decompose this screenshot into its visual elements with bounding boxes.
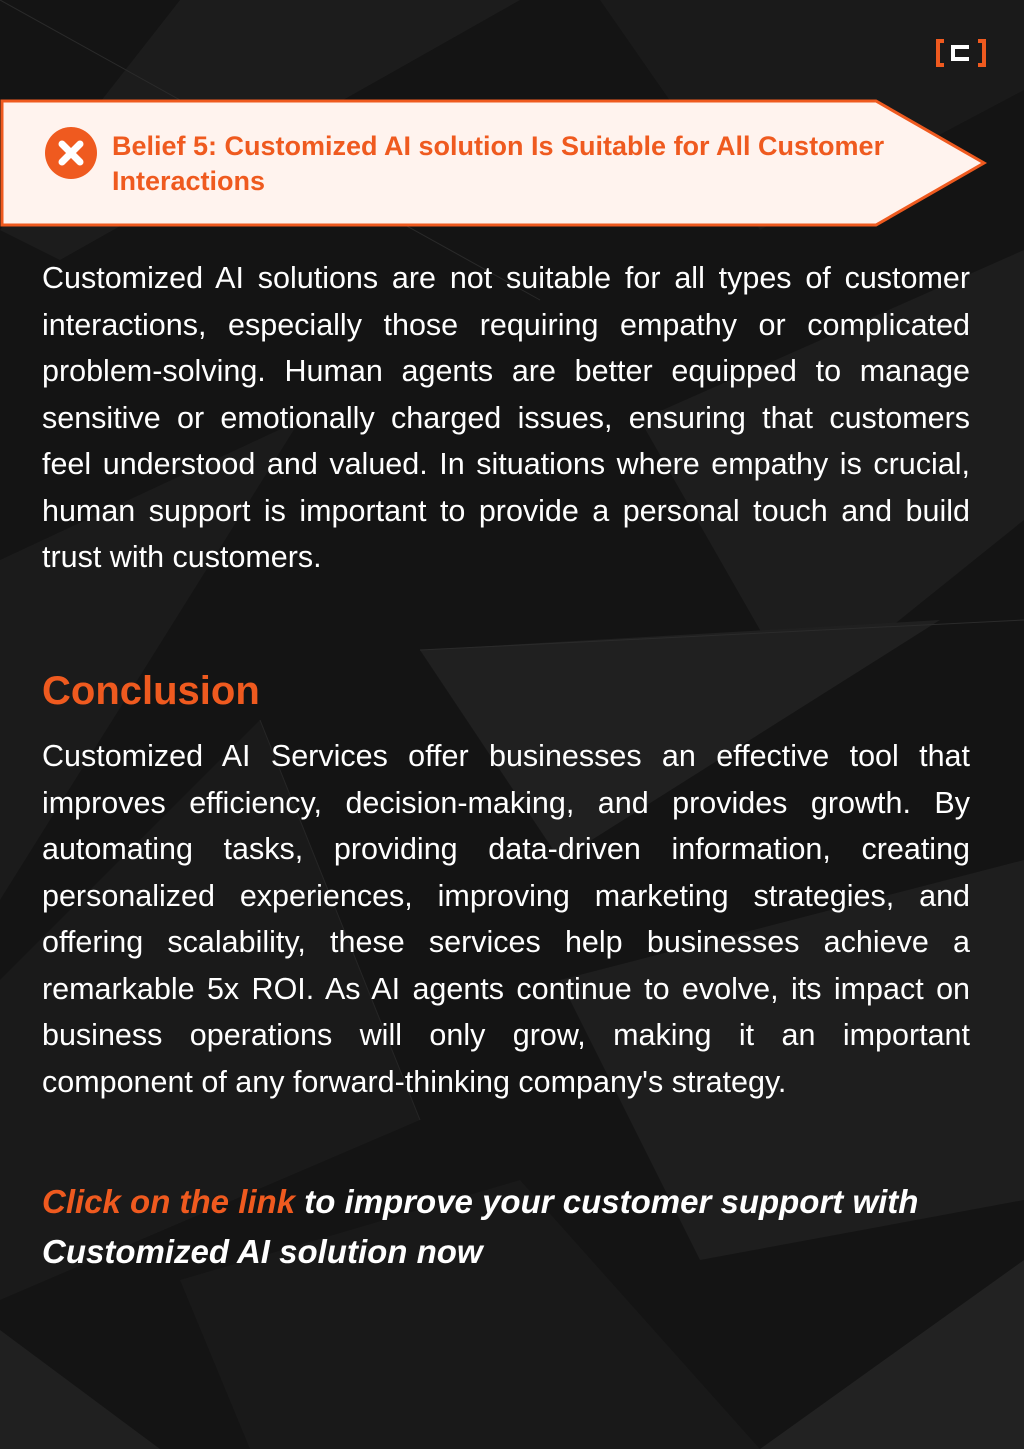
call-to-action <box>42 1177 982 1277</box>
bracket-c-logo-icon <box>936 38 986 68</box>
conclusion-paragraph: Customized AI Services offer businesses an effective tool that improves efficiency, decision-making, and provides growth. By automating tasks, providing data-driven information, creating personalized experiences, improving marketing strategies, and offering scalability, these services help businesses achieve a remarkable 5x ROI. As AI agents continue to evolve, its impact on business operations will only grow, making it an important component of any forward-thinking company's strategy. <box>42 739 970 1099</box>
banner-title: Belief 5: Customized AI solution Is Suitable for All Customer Interactions <box>112 131 885 196</box>
conclusion-heading: Conclusion <box>42 669 260 713</box>
cta-link[interactable]: Click on the link <box>42 1183 296 1220</box>
x-circle-icon <box>45 127 97 179</box>
cta-text: to improve your customer support with Customized AI solution now <box>42 1183 919 1270</box>
intro-paragraph: Customized AI solutions are not suitable for all types of customer interactions, especially those requiring empathy or complicated problem-solving. Human agents are better equipped to manage sensitive or emotionally charged issues, ensuring that customers feel understood and valued. In situations where empathy is crucial, human support is important to provide a personal touch and build trust with customers. <box>42 261 970 574</box>
